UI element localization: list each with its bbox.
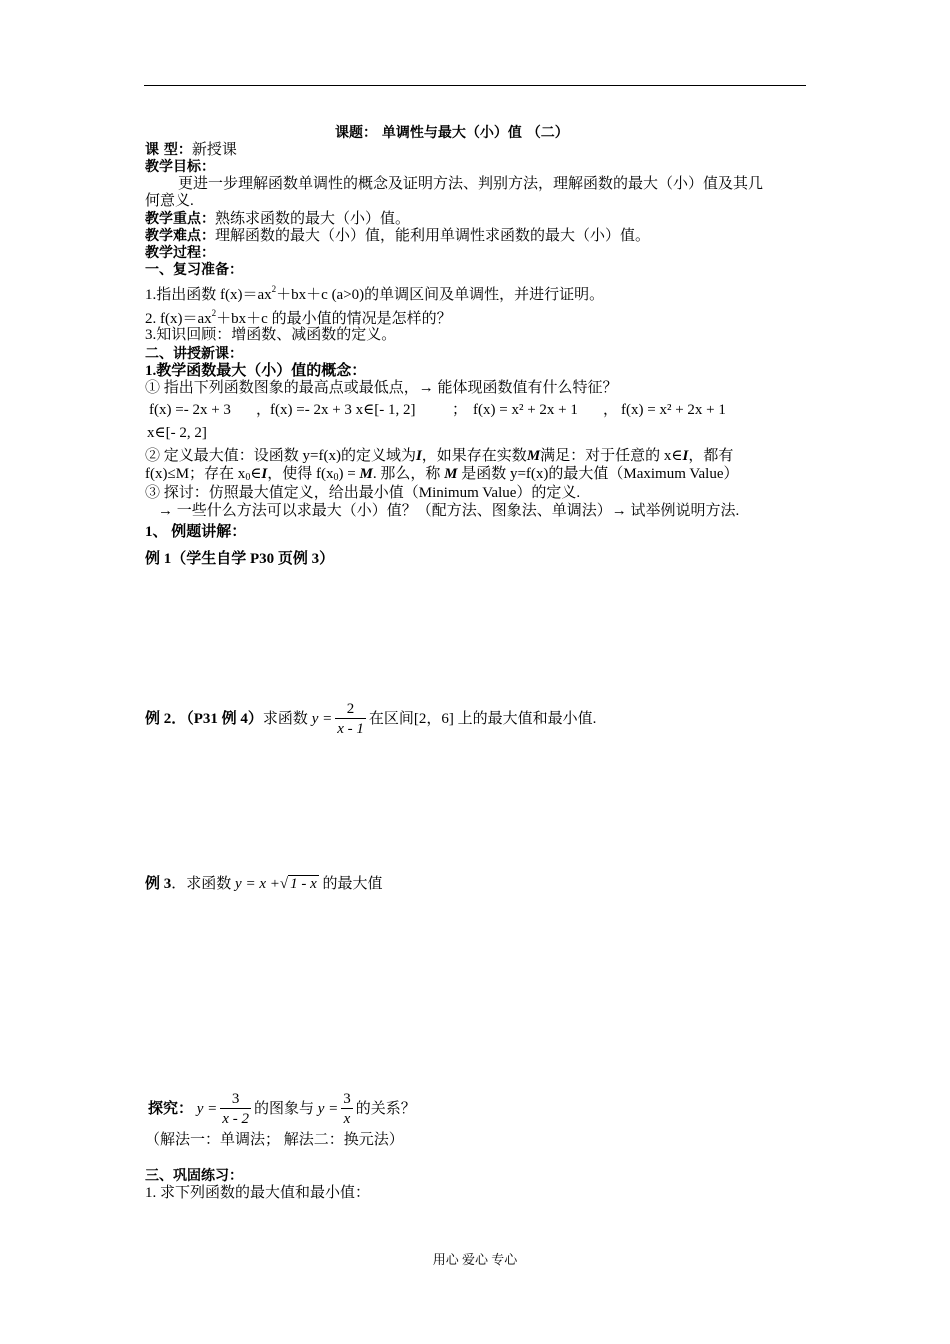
example-2-label: 例 2．（P31 例 4） — [145, 711, 263, 727]
review-q3: 3.知识回顾：增函数、减函数的定义。 — [145, 327, 397, 343]
explore-fraction-2 — [341, 1090, 353, 1129]
example-3: 例 3．求函数 y = x +√ 1 - x 的最大值 — [145, 876, 383, 892]
function-f3: f(x) = x² + 2x + 1 — [473, 402, 578, 418]
explore-num1: 3 — [231, 1091, 240, 1108]
process-label: 教学过程： — [145, 245, 215, 261]
objectives-line1: 更进一步理解函数单调性的概念及证明方法、判别方法，理解函数的最大（小）值及其几 — [178, 176, 764, 192]
def2-c: ，使得 f(x — [267, 466, 334, 482]
examples-heading: 1、 例题讲解： — [145, 524, 247, 540]
explore-den1: x - 2 — [220, 1108, 251, 1129]
methods-line: → 一些什么方法可以求最大（小）值？（配方法、图象法、单调法）→ 试举例说明方法. — [158, 503, 740, 519]
explore-lhs2: y = — [317, 1101, 339, 1117]
def2-M2: M — [444, 466, 458, 482]
example-3-text2: 的最大值 — [322, 876, 383, 892]
difficulties-value: 理解函数的最大（小）值，能利用单调性求函数的最大（小）值。 — [215, 228, 651, 244]
example-1: 例 1（学生自学 P30 页例 3） — [145, 551, 335, 567]
function-f2: f(x) =- 2x + 3 x∈[- 1, 2] — [270, 402, 416, 418]
key-points-line — [145, 210, 410, 228]
course-type-line — [145, 141, 237, 159]
practice-heading: 三、巩固练习： — [145, 1168, 243, 1184]
lesson-title: 课题： 单调性与最大（小）值 （二） — [335, 125, 569, 141]
example-2-text1: 求函数 — [262, 711, 308, 727]
semicolon-1: ； — [452, 402, 468, 418]
review-heading: 一、复习准备： — [145, 262, 243, 278]
definition-line1 — [145, 447, 733, 465]
objectives-line2: 何意义. — [145, 193, 194, 209]
def2-a: f(x)≤M；存在 x — [145, 466, 246, 482]
review-q2-sup: 2 — [211, 308, 217, 318]
difficulties-line — [145, 227, 650, 245]
def2-b: ∈ — [250, 466, 262, 482]
def2-I: I — [261, 466, 268, 482]
explore-num2: 3 — [343, 1091, 351, 1108]
def1-I: I — [415, 448, 422, 464]
def2-M: M — [359, 466, 373, 482]
review-q2-b: ＋bx＋c 的最小值的情况是怎样的？ — [216, 311, 452, 327]
def1-I2: I — [682, 448, 689, 464]
comma-1: ， — [256, 402, 272, 418]
example-2-fraction — [335, 700, 366, 739]
concept-item1: ① 指出下列函数图象的最高点或最低点，→ 能体现函数值有什么特征？ — [145, 380, 618, 396]
def2-e: . 那么，称 — [372, 466, 445, 482]
function-f1: f(x) =- 2x + 3 — [149, 402, 231, 418]
objectives-label: 教学目标： — [145, 159, 215, 175]
def1-c: 满足：对于任意的 x∈ — [540, 448, 683, 464]
example-3-text1: 求函数 — [186, 876, 232, 892]
course-type-label: 课 型： — [145, 142, 192, 158]
concept-heading: 1.教学函数最大（小）值的概念： — [145, 363, 367, 379]
explore-line — [148, 1088, 416, 1130]
explore-end: 的关系？ — [355, 1101, 416, 1117]
explore-fraction-1 — [220, 1090, 251, 1129]
explore-solutions: （解法一：单调法； 解法二：换元法） — [145, 1132, 404, 1148]
def1-M: M — [526, 448, 541, 464]
def2-d: ) = — [338, 466, 360, 482]
review-q1-a: 1.指出函数 f(x)＝ax — [145, 287, 272, 303]
function-f4-domain: x∈[- 2, 2] — [147, 425, 207, 441]
review-q1-sup: 2 — [271, 284, 277, 294]
new-lesson-heading: 二、讲授新课： — [145, 346, 243, 362]
explore-lhs1: y = — [196, 1101, 218, 1117]
comma-2: ， — [603, 402, 619, 418]
page-footer: 用心 爱心 专心 — [432, 1252, 518, 1267]
difficulties-label: 教学难点： — [145, 228, 215, 244]
header-rule — [144, 85, 806, 86]
course-type-value: 新授课 — [191, 142, 237, 158]
example-3-label: 例 3 — [145, 876, 172, 892]
example-2 — [145, 698, 596, 740]
example-2-lhs: y = — [311, 711, 333, 727]
example-2-num: 2 — [346, 701, 355, 718]
review-q1-b: ＋bx＋c (a>0)的单调区间及单调性，并进行证明。 — [276, 287, 605, 303]
explore-label: 探究： — [148, 1101, 194, 1117]
concept-item3: ③ 探讨：仿照最大值定义，给出最小值（Minimum Value）的定义. — [145, 485, 581, 501]
explore-den2: x — [341, 1108, 353, 1129]
key-points-label: 教学重点： — [145, 211, 215, 227]
practice-q1: 1. 求下列函数的最大值和最小值： — [145, 1185, 371, 1201]
example-2-text2: 在区间[2，6] 上的最大值和最小值. — [368, 711, 597, 727]
function-f4: f(x) = x² + 2x + 1 — [621, 402, 726, 418]
def1-d: ，都有 — [688, 448, 734, 464]
example-2-den: x - 1 — [335, 718, 366, 739]
review-q2-a: 2. f(x)＝ax — [145, 311, 212, 327]
def1-b: ，如果存在实数 — [421, 448, 527, 464]
review-q2 — [145, 304, 452, 328]
review-q1 — [145, 280, 604, 304]
def2-sub2: 0 — [333, 472, 339, 483]
key-points-value: 熟练求函数的最大（小）值。 — [215, 211, 411, 227]
example-3-dot: ． — [171, 876, 187, 892]
def2-f: 是函数 y=f(x)的最大值（Maximum Value） — [457, 466, 739, 482]
def1-a: ② 定义最大值：设函数 y=f(x)的定义域为 — [145, 448, 416, 464]
def2-sub: 0 — [245, 472, 251, 483]
example-3-lhs: y = x + — [235, 876, 280, 892]
explore-mid: 的图象与 — [253, 1101, 314, 1117]
example-3-radicand: 1 - x — [290, 876, 317, 892]
